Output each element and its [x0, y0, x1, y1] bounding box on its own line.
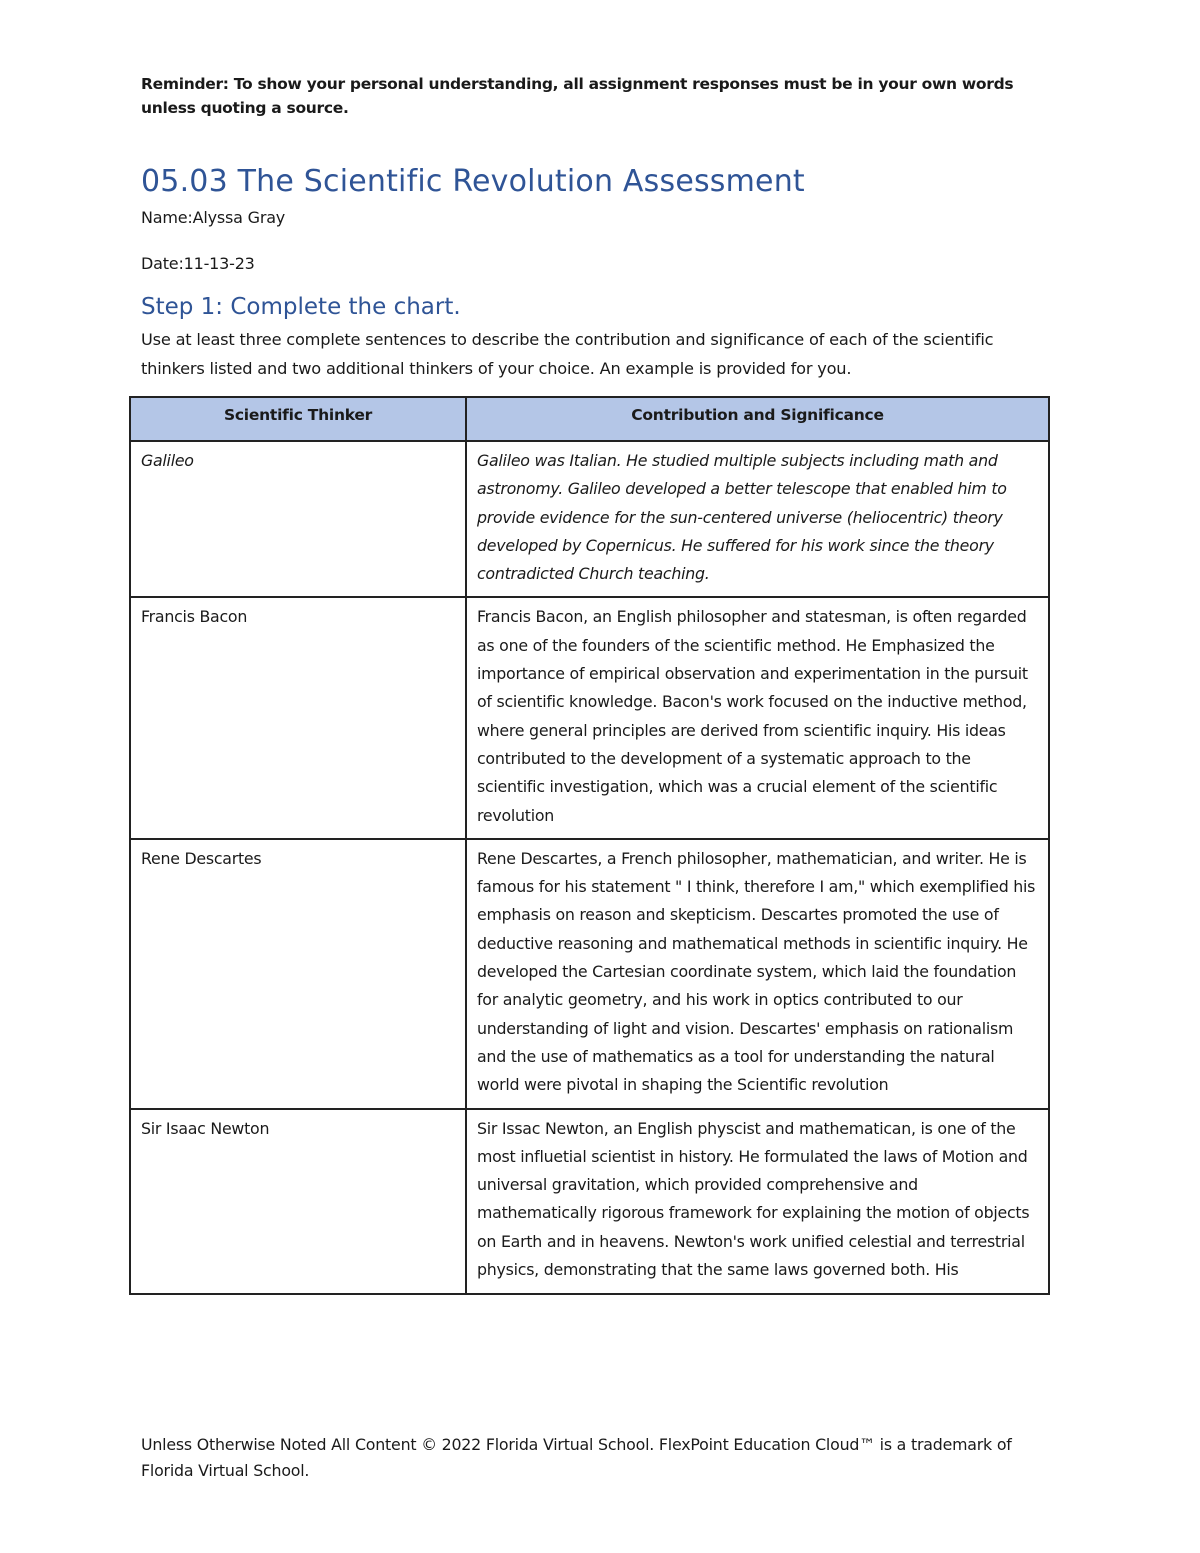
thinker-cell: Francis Bacon: [130, 597, 466, 838]
table-row: [130, 839, 1049, 1109]
student-name: Name:Alyssa Gray: [141, 208, 286, 227]
copyright-footer: Unless Otherwise Noted All Content © 2022 Florida Virtual School. FlexPoint Education Cloud™ is a trademark of Florida Virtual School.: [141, 1435, 1012, 1480]
table-header-row: [130, 397, 1049, 441]
reminder-note: Reminder: To show your personal understanding, all assignment responses must be in your own words unless quoting a source.: [141, 75, 1014, 117]
thinker-chart: [129, 396, 1050, 1295]
thinker-cell: Rene Descartes: [130, 839, 466, 1109]
thinker-cell: Sir Isaac Newton: [130, 1109, 466, 1294]
table-row: [130, 1109, 1049, 1294]
assignment-date: Date:11-13-23: [141, 254, 255, 273]
step-heading: Step 1: Complete the chart.: [141, 294, 461, 320]
header-scientific-thinker: Scientific Thinker: [130, 397, 466, 441]
table-row: [130, 441, 1049, 597]
contribution-cell: Sir Issac Newton, an English physcist and mathematican, is one of the most influetial scientist in history. He formulated the laws of Motion and universal gravitation, which provided comprehensive and mathematically rigorous framework for explaining the motion of objects on Earth and in heavens. Newton's work unified celestial and terrestrial physics, demonstrating that the same laws governed both. His: [466, 1109, 1049, 1294]
page-title: 05.03 The Scientific Revolution Assessment: [141, 164, 805, 199]
step-instructions: Use at least three complete sentences to describe the contribution and significance of each of the scientific thinkers listed and two additional thinkers of your choice. An example is provided for you.: [141, 330, 994, 378]
header-contribution: Contribution and Significance: [466, 397, 1049, 441]
table-row: [130, 597, 1049, 838]
contribution-cell: Galileo was Italian. He studied multiple subjects including math and astronomy. Galileo developed a better telescope that enabled him to provide evidence for the sun-centered universe (heliocentric) theory developed by Copernicus. He suffered for his work since the theory contradicted Church teaching.: [466, 441, 1049, 597]
thinker-cell: Galileo: [130, 441, 466, 597]
contribution-cell: Rene Descartes, a French philosopher, mathematician, and writer. He is famous for his statement " I think, therefore I am," which exemplified his emphasis on reason and skepticism. Descartes promoted the use of deductive reasoning and mathematical methods in scientific inquiry. He developed the Cartesian coordinate system, which laid the foundation for analytic geometry, and his work in optics contributed to our understanding of light and vision. Descartes' emphasis on rationalism and the use of mathematics as a tool for understanding the natural world were pivotal in shaping the Scientific revolution: [466, 839, 1049, 1109]
contribution-cell: Francis Bacon, an English philosopher and statesman, is often regarded as one of the founders of the scientific method. He Emphasized the importance of empirical observation and experimentation in the pursuit of scientific knowledge. Bacon's work focused on the inductive method, where general principles are derived from scientific inquiry. His ideas contributed to the development of a systematic approach to the scientific investigation, which was a crucial element of the scientific revolution: [466, 597, 1049, 838]
